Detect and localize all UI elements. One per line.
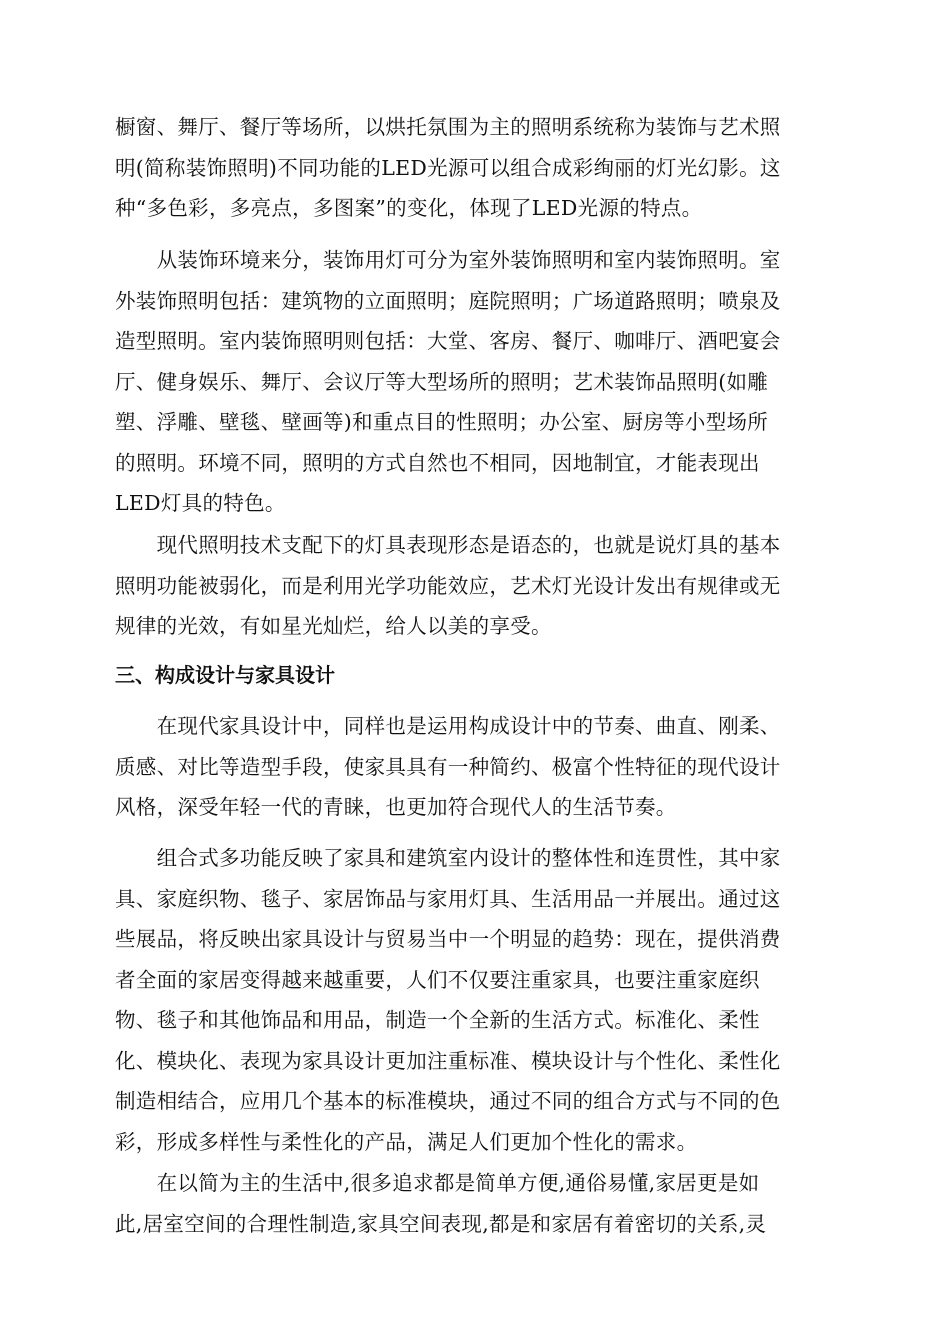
paragraph-simple-living bbox=[115, 1163, 835, 1244]
text-line: 组合式多功能反映了家具和建筑室内设计的整体性和连贯性，其中家 bbox=[115, 846, 781, 870]
paragraph-modular-furniture bbox=[115, 838, 835, 1162]
text-line: LED灯具的特色。 bbox=[115, 491, 286, 515]
text-line: 造型照明。室内装饰照明则包括：大堂、客房、餐厅、咖啡厅、酒吧宴会 bbox=[115, 329, 781, 353]
text-line: 的照明。环境不同，照明的方式自然也不相同，因地制宜，才能表现出 bbox=[115, 450, 760, 475]
section-heading: 三、构成设计与家具设计 bbox=[115, 663, 335, 687]
text-line: 彩，形成多样性与柔性化的产品，满足人们更加个性化的需求。 bbox=[115, 1129, 698, 1154]
text-line: 物、毯子和其他饰品和用品，制造一个全新的生活方式。标准化、柔性 bbox=[115, 1008, 760, 1032]
text-line: 从装饰环境来分，装饰用灯可分为室外装饰照明和室内装饰照明。室 bbox=[115, 248, 781, 272]
text-line: 塑、浮雕、壁毯、壁画等)和重点目的性照明；办公室、厨房等小型场所 bbox=[115, 410, 769, 434]
text-line: 在以简为主的生活中,很多追求都是简单方便,通俗易懂,家居更是如 bbox=[115, 1171, 760, 1195]
text-line: 此,居室空间的合理性制造,家具空间表现,都是和家居有着密切的关系,灵 bbox=[115, 1211, 767, 1236]
text-line: 质感、对比等造型手段，使家具具有一种简约、极富个性特征的现代设计 bbox=[115, 754, 781, 779]
text-line: 者全面的家居变得越来越重要，人们不仅要注重家具，也要注重家庭织 bbox=[115, 967, 760, 992]
text-line: 厅、健身娱乐、舞厅、会议厅等大型场所的照明；艺术装饰品照明(如雕 bbox=[115, 369, 769, 394]
paragraph-decorative-lighting bbox=[115, 107, 835, 229]
paragraph-modern-lighting bbox=[115, 525, 835, 647]
text-line: 制造相结合，应用几个基本的标准模块，通过不同的组合方式与不同的色 bbox=[115, 1089, 781, 1113]
paragraph-furniture-design bbox=[115, 706, 835, 828]
text-line: 种“多色彩，多亮点，多图案”的变化，体现了LED光源的特点。 bbox=[115, 196, 703, 220]
text-line: 橱窗、舞厅、餐厅等场所，以烘托氛围为主的照明系统称为装饰与艺术照 bbox=[115, 115, 781, 139]
text-line: 明(简称装饰照明)不同功能的LED光源可以组合成彩绚丽的灯光幻影。这 bbox=[115, 155, 781, 180]
text-line: 风格，深受年轻一代的青睐，也更加符合现代人的生活节奏。 bbox=[115, 795, 677, 819]
text-line: 现代照明技术支配下的灯具表现形态是语态的，也就是说灯具的基本 bbox=[115, 533, 781, 557]
text-line: 外装饰照明包括：建筑物的立面照明；庭院照明；广场道路照明；喷泉及 bbox=[115, 288, 781, 313]
text-line: 些展品，将反映出家具设计与贸易当中一个明显的趋势：现在，提供消费 bbox=[115, 927, 781, 951]
text-line: 照明功能被弱化，而是利用光学功能效应，艺术灯光设计发出有规律或无 bbox=[115, 573, 781, 598]
paragraph-decorative-environment bbox=[115, 240, 835, 524]
text-line: 在现代家具设计中，同样也是运用构成设计中的节奏、曲直、刚柔、 bbox=[115, 714, 781, 738]
text-line: 规律的光效，有如星光灿烂，给人以美的享受。 bbox=[115, 614, 552, 638]
text-line: 具、家庭织物、毯子、家居饰品与家用灯具、生活用品一并展出。通过这 bbox=[115, 886, 781, 911]
text-line: 化、模块化、表现为家具设计更加注重标准、模块设计与个性化、柔性化 bbox=[115, 1048, 781, 1073]
